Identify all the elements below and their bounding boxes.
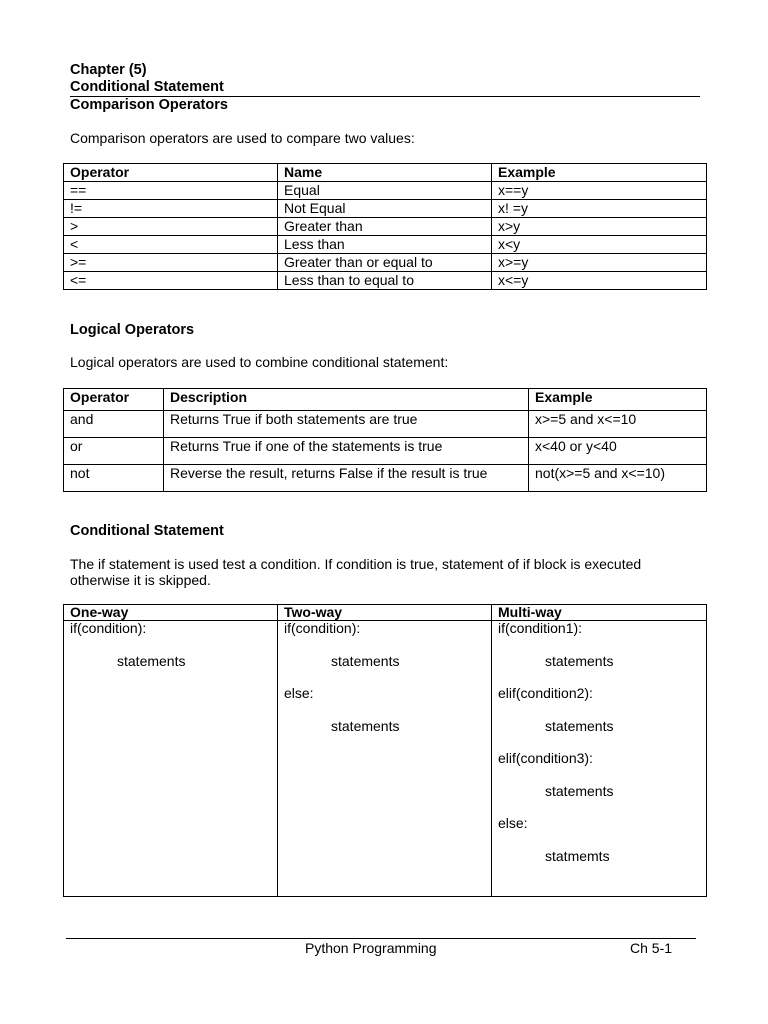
code-line: if(condition): xyxy=(284,620,361,636)
code-line: statements xyxy=(117,652,186,669)
column-header: Description xyxy=(164,389,529,411)
section-logical-heading: Logical Operators xyxy=(70,322,195,338)
operator-cell: not xyxy=(64,465,164,492)
description-cell: Reverse the result, returns False if the result is true xyxy=(164,465,529,492)
column-header: Operator xyxy=(64,389,164,411)
table-header-row xyxy=(64,605,707,621)
table-row xyxy=(64,621,707,897)
column-header: Multi-way xyxy=(492,605,707,621)
name-cell: Less than xyxy=(278,236,492,254)
example-cell: x>=5 and x<=10 xyxy=(529,411,707,438)
table-row xyxy=(64,411,707,438)
example-cell: x! =y xyxy=(492,200,707,218)
name-cell: Greater than xyxy=(278,218,492,236)
example-cell: not(x>=5 and x<=10) xyxy=(529,465,707,492)
comparison-intro: Comparison operators are used to compare two values: xyxy=(70,130,415,146)
table-header-row xyxy=(64,389,707,411)
table-row xyxy=(64,218,707,236)
code-line: statements xyxy=(545,652,614,669)
operator-cell: <= xyxy=(64,272,278,290)
column-header: Two-way xyxy=(278,605,492,621)
section-comparison-heading: Comparison Operators xyxy=(70,97,228,113)
column-header: One-way xyxy=(64,605,278,621)
example-cell: x==y xyxy=(492,182,707,200)
comparison-operators-table xyxy=(63,163,707,290)
section-conditional-heading: Conditional Statement xyxy=(70,523,224,539)
operator-cell: and xyxy=(64,411,164,438)
column-header: Name xyxy=(278,164,492,182)
logical-operators-table xyxy=(63,388,707,492)
footer-course-title: Python Programming xyxy=(305,940,437,956)
description-cell: Returns True if both statements are true xyxy=(164,411,529,438)
operator-cell: != xyxy=(64,200,278,218)
example-cell: x<y xyxy=(492,236,707,254)
one-way-cell xyxy=(64,621,278,897)
code-line: statmemts xyxy=(545,847,610,864)
example-cell: x<40 or y<40 xyxy=(529,438,707,465)
operator-cell: or xyxy=(64,438,164,465)
conditional-intro-line-1: The if statement is used test a condition. If condition is true, statement of if block is executed xyxy=(70,556,642,572)
table-row xyxy=(64,465,707,492)
conditional-forms-table xyxy=(63,604,707,897)
code-line: if(condition1): xyxy=(498,620,583,636)
code-line: else: xyxy=(284,685,314,701)
name-cell: Greater than or equal to xyxy=(278,254,492,272)
column-header: Operator xyxy=(64,164,278,182)
name-cell: Less than to equal to xyxy=(278,272,492,290)
operator-cell: < xyxy=(64,236,278,254)
table-row xyxy=(64,254,707,272)
conditional-intro-line-2: otherwise it is skipped. xyxy=(70,572,211,588)
column-header: Example xyxy=(529,389,707,411)
chapter-number: Chapter (5) xyxy=(70,62,147,78)
code-line: else: xyxy=(498,815,528,831)
example-cell: x>=y xyxy=(492,254,707,272)
table-row xyxy=(64,236,707,254)
footer-page-number: Ch 5-1 xyxy=(630,940,673,956)
example-cell: x<=y xyxy=(492,272,707,290)
code-line: if(condition): xyxy=(70,620,147,636)
operator-cell: == xyxy=(64,182,278,200)
code-line: statements xyxy=(331,717,400,734)
two-way-cell xyxy=(278,621,492,897)
table-header-row xyxy=(64,164,707,182)
code-line: statements xyxy=(545,782,614,799)
footer-rule xyxy=(66,938,696,939)
operator-cell: >= xyxy=(64,254,278,272)
example-cell: x>y xyxy=(492,218,707,236)
table-row xyxy=(64,272,707,290)
description-cell: Returns True if one of the statements is true xyxy=(164,438,529,465)
name-cell: Not Equal xyxy=(278,200,492,218)
table-row xyxy=(64,200,707,218)
logical-intro: Logical operators are used to combine conditional statement: xyxy=(70,354,449,370)
code-line: elif(condition3): xyxy=(498,750,593,766)
operator-cell: > xyxy=(64,218,278,236)
code-line: statements xyxy=(331,652,400,669)
name-cell: Equal xyxy=(278,182,492,200)
code-line: statements xyxy=(545,717,614,734)
column-header: Example xyxy=(492,164,707,182)
table-row xyxy=(64,182,707,200)
table-row xyxy=(64,438,707,465)
chapter-title: Conditional Statement xyxy=(70,79,224,95)
multi-way-cell xyxy=(492,621,707,897)
code-line: elif(condition2): xyxy=(498,685,593,701)
